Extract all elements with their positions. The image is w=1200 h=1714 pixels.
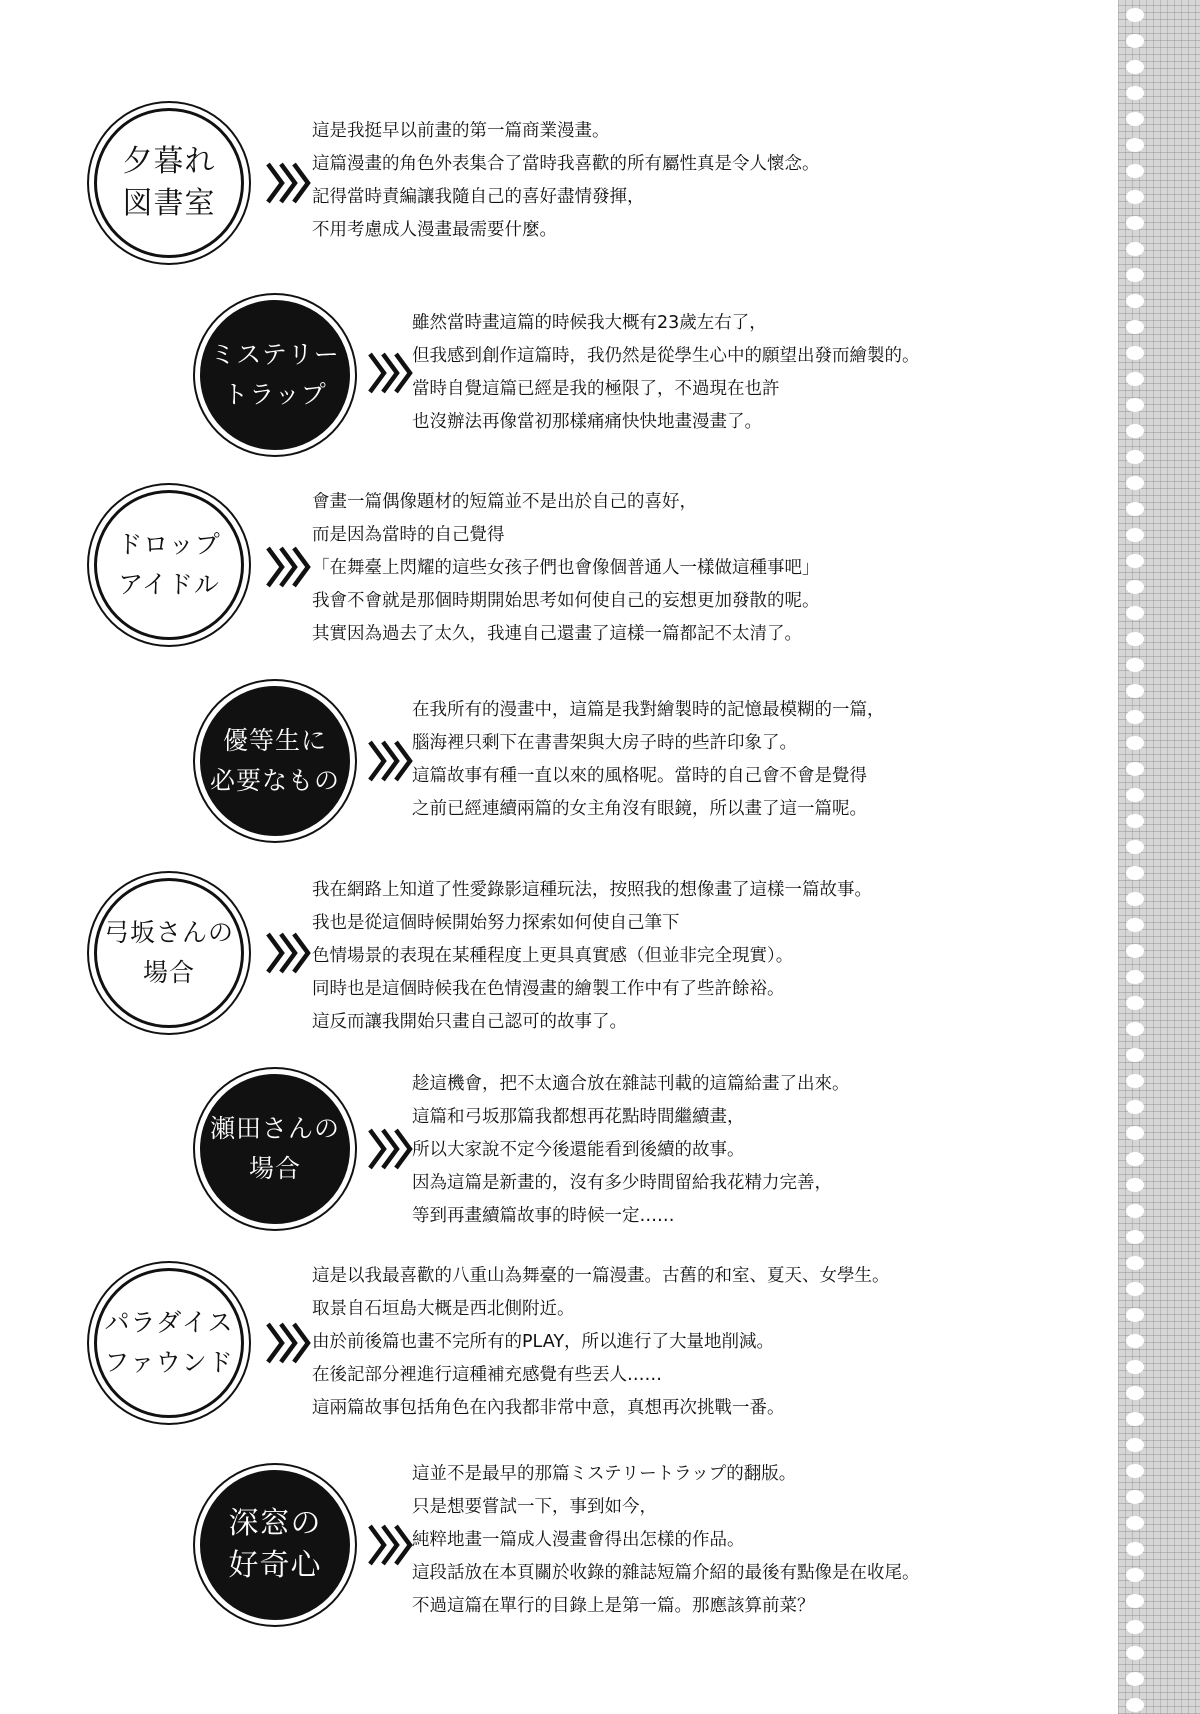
binder-hole [1126,216,1144,230]
binder-hole [1126,1516,1144,1530]
title-line-1: 瀬田さんの [209,1114,340,1143]
binder-hole [1126,762,1144,776]
title-badge [94,878,244,1028]
binder-hole [1126,736,1144,750]
binder-hole [1126,60,1144,74]
description-line: 「在舞臺上閃耀的這些女孩子們也會像個普通人一樣做這種事吧」 [312,558,820,578]
description-line: 因為這篇是新畫的，沒有多少時間留給我花精力完善， [412,1173,832,1193]
title-badge [94,1268,244,1418]
binder-hole [1126,554,1144,568]
title-line-1: 優等生に [222,726,327,755]
description-line: 這兩篇故事包括角色在內我都非常中意，真想再次挑戰一番。 [312,1398,785,1418]
triple-chevron-icon [366,738,414,784]
description-line: 這篇漫畫的角色外表集合了當時我喜歡的所有屬性真是令人懷念。 [312,154,820,174]
binder-hole [1126,502,1144,516]
binder-hole [1126,1412,1144,1426]
description-line: 這並不是最早的那篇ミステリートラップ的翻版。 [412,1464,797,1484]
binder-hole [1126,1386,1144,1400]
description-line: 我在網路上知道了性愛錄影這種玩法，按照我的想像畫了這樣一篇故事。 [312,880,872,900]
triple-chevron-icon [366,350,414,396]
description-line: 這篇和弓坂那篇我都想再花點時間繼續畫， [412,1107,745,1127]
binder-hole [1126,346,1144,360]
title-line-2: 場合 [142,958,195,987]
title-line-2: 好奇心 [228,1548,322,1583]
description-line: 這段話放在本頁關於收錄的雜誌短篇介紹的最後有點像是在收尾。 [412,1563,920,1583]
binder-hole [1126,1178,1144,1192]
binder-hole [1126,1282,1144,1296]
description-line: 記得當時責編讓我隨自己的喜好盡情發揮， [312,187,645,207]
title-line-2: 図書室 [122,186,216,221]
title-line-2: 場合 [248,1154,301,1183]
description-line: 腦海裡只剩下在書書架與大房子時的些許印象了。 [412,733,797,753]
description-line: 其實因為過去了太久，我連自己還畫了這樣一篇都記不太清了。 [312,624,802,644]
binder-hole [1126,1126,1144,1140]
binder-hole [1126,1334,1144,1348]
description-line: 同時也是這個時候我在色情漫畫的繪製工作中有了些許餘裕。 [312,979,785,999]
title-line-1: ミステリー [210,340,340,369]
description-line: 當時自覺這篇已經是我的極限了，不過現在也許 [412,379,780,399]
binder-hole [1126,1594,1144,1608]
title-line-1: 深窓の [228,1506,322,1541]
description-line: 之前已經連續兩篇的女主角沒有眼鏡，所以畫了這一篇呢。 [412,799,867,819]
binder-hole [1126,1360,1144,1374]
description-line: 而是因為當時的自己覺得 [312,525,505,545]
binder-hole [1126,1074,1144,1088]
title-line-2: トラップ [223,380,327,409]
binder-hole [1126,1308,1144,1322]
binder-hole [1126,1620,1144,1634]
description-line: 這是以我最喜歡的八重山為舞臺的一篇漫畫。古舊的和室、夏天、女學生。 [312,1266,890,1286]
binder-hole [1126,840,1144,854]
binder-hole [1126,1698,1144,1712]
binder-hole [1126,996,1144,1010]
binder-hole [1126,918,1144,932]
description-line: 在我所有的漫畫中，這篇是我對繪製時的記憶最模糊的一篇， [412,700,885,720]
binder-hole [1126,190,1144,204]
binder-hole [1126,320,1144,334]
binder-hole [1126,684,1144,698]
binder-hole [1126,788,1144,802]
description-line: 這是我挺早以前畫的第一篇商業漫畫。 [312,121,610,141]
binder-hole [1126,580,1144,594]
description-line: 在後記部分裡進行這種補充感覺有些丟人…… [312,1365,662,1385]
binder-hole [1126,398,1144,412]
description-line: 所以大家說不定今後還能看到後續的故事。 [412,1140,745,1160]
description-line: 色情場景的表現在某種程度上更具真實感（但並非完全現實）。 [312,946,794,966]
description-line: 這反而讓我開始只畫自己認可的故事了。 [312,1012,627,1032]
binder-hole [1126,606,1144,620]
description-line: 只是想要嘗試一下，事到如今， [412,1497,657,1517]
description-line: 純粹地畫一篇成人漫畫會得出怎樣的作品。 [412,1530,745,1550]
binder-hole [1126,476,1144,490]
binder-hole [1126,450,1144,464]
title-badge [200,300,350,450]
binder-hole [1126,1204,1144,1218]
title-badge [200,1074,350,1224]
binder-hole [1126,866,1144,880]
description-line: 雖然當時畫這篇的時候我大概有23歲左右了， [412,313,767,333]
entry-description [312,115,820,247]
description-line: 趁這機會，把不太適合放在雜誌刊載的這篇給畫了出來。 [412,1074,850,1094]
description-line: 等到再畫續篇故事的時候一定…… [412,1206,675,1226]
triple-chevron-icon [366,1522,414,1568]
description-line: 我也是從這個時候開始努力探索如何使自己筆下 [312,913,680,933]
title-badge [200,1470,350,1620]
entry-description [412,1458,920,1623]
description-line: 這篇故事有種一直以來的風格呢。當時的自己會不會是覺得 [412,766,867,786]
binder-hole [1126,970,1144,984]
title-badge [94,108,244,258]
binder-hole [1126,632,1144,646]
entry-description [412,307,920,439]
binder-hole [1126,294,1144,308]
description-line: 由於前後篇也畫不完所有的PLAY，所以進行了大量地削減。 [312,1332,775,1352]
binder-hole [1126,1490,1144,1504]
binder-hole [1126,164,1144,178]
triple-chevron-icon [366,1126,414,1172]
binder-hole [1126,1464,1144,1478]
binder-hole [1126,1438,1144,1452]
description-line: 我會不會就是那個時期開始思考如何使自己的妄想更加發散的呢。 [312,591,820,611]
description-line: 不過這篇在單行的目錄上是第一篇。那應該算前菜？ [412,1596,815,1616]
title-line-1: 弓坂さんの [103,918,234,947]
description-line: 會畫一篇偶像題材的短篇並不是出於自己的喜好， [312,492,697,512]
binder-hole [1126,242,1144,256]
title-line-2: ファウンド [104,1348,234,1377]
entry-description [412,1068,850,1233]
binder-hole [1126,658,1144,672]
entry-description [312,874,872,1039]
title-badge [94,490,244,640]
binder-hole [1126,1568,1144,1582]
title-line-1: ドロップ [117,530,221,559]
binder-hole [1126,1022,1144,1036]
binder-holes [1124,0,1154,1714]
binder-hole [1126,710,1144,724]
entry-description [312,486,820,651]
binder-hole [1126,86,1144,100]
title-line-1: 夕暮れ [122,144,216,179]
binder-hole [1126,1100,1144,1114]
binder-hole [1126,892,1144,906]
entry-description [312,1260,890,1425]
binder-hole [1126,1542,1144,1556]
binder-hole [1126,528,1144,542]
binder-hole [1126,138,1144,152]
binder-hole [1126,372,1144,386]
binder-hole [1126,1152,1144,1166]
triple-chevron-icon [264,544,312,590]
binder-hole [1126,1048,1144,1062]
binder-hole [1126,1672,1144,1686]
binder-hole [1126,424,1144,438]
binder-hole [1126,814,1144,828]
binder-hole [1126,34,1144,48]
binder-hole [1126,944,1144,958]
triple-chevron-icon [264,1320,312,1366]
description-line: 取景自石垣島大概是西北側附近。 [312,1299,575,1319]
binder-hole [1126,1256,1144,1270]
binder-hole [1126,8,1144,22]
triple-chevron-icon [264,160,312,206]
title-line-2: 必要なもの [209,766,340,795]
binder-hole [1126,1230,1144,1244]
binder-hole [1126,112,1144,126]
description-line: 但我感到創作這篇時，我仍然是從學生心中的願望出發而繪製的。 [412,346,920,366]
title-line-1: パラダイス [104,1308,234,1337]
description-line: 不用考慮成人漫畫最需要什麼。 [312,220,557,240]
triple-chevron-icon [264,930,312,976]
title-line-2: アイドル [118,570,220,599]
binder-hole [1126,1646,1144,1660]
binder-hole [1126,268,1144,282]
entry-description [412,694,885,826]
title-badge [200,686,350,836]
description-line: 也沒辦法再像當初那樣痛痛快快地畫漫畫了。 [412,412,762,432]
